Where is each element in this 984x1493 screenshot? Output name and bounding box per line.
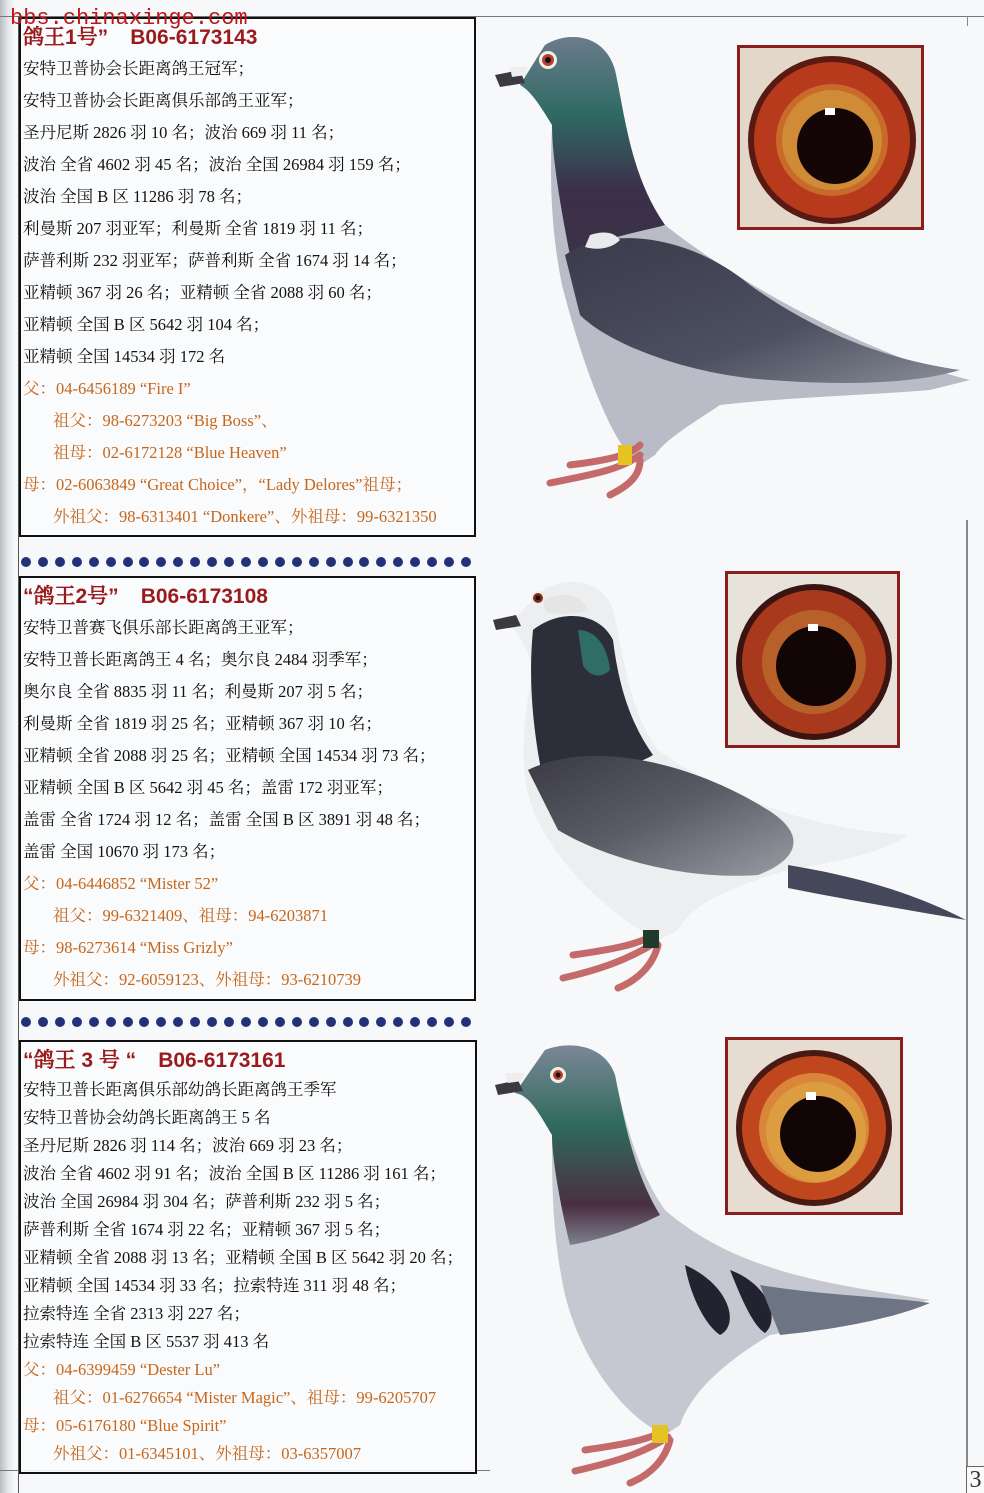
dam-line: 母：98-6273614 “Miss Grizly” [23, 938, 233, 957]
achievement-line: 亚精顿 367 羽 26 名；亚精顿 全省 2088 羽 60 名； [23, 283, 382, 302]
eye-iris-image [740, 48, 921, 227]
dam-line: 母：02-6063849 “Great Choice”，“Lady Delores”祖母； [23, 475, 413, 494]
paternal-grandparents-line: 祖父：01-6276654 “Mister Magic”、祖母：99-6205707 [53, 1388, 437, 1407]
achievement-line: 萨普利斯 全省 1674 羽 22 名；亚精顿 367 羽 5 名； [23, 1220, 391, 1239]
achievement-line: 波治 全国 26984 羽 304 名；萨普利斯 232 羽 5 名； [23, 1192, 391, 1211]
pigeon-title [23, 1046, 475, 1076]
achievement-line: 亚精顿 全国 14534 羽 33 名；拉索特连 311 羽 48 名； [23, 1276, 407, 1295]
achievement-line: 波治 全省 4602 羽 91 名；波治 全国 B 区 11286 羽 161 名； [23, 1164, 446, 1183]
achievement-line: 拉索特连 全国 B 区 5537 羽 413 名 [23, 1332, 270, 1351]
ring-number: B06-6173143 [130, 26, 258, 49]
achievement-line: 安特卫普协会幼鸽长距离鸽王 5 名 [23, 1108, 271, 1127]
achievement-line: 萨普利斯 232 羽亚军；萨普利斯 全省 1674 羽 14 名； [23, 251, 407, 270]
maternal-grandparents-line: 外祖父：01-6345101、外祖母：03-6357007 [53, 1444, 361, 1463]
eye-iris-image [728, 1040, 900, 1212]
paternal-grandparents-line: 祖父：99-6321409、祖母：94-6203871 [53, 906, 328, 925]
achievement-line: 安特卫普赛飞俱乐部长距离鸽王亚军； [23, 618, 304, 637]
eye-closeup-2 [725, 571, 900, 748]
achievement-line: 波治 全省 4602 羽 45 名；波治 全国 26984 羽 159 名； [23, 155, 411, 174]
info-box-3 [19, 1040, 477, 1474]
dot-divider-1 [21, 556, 471, 568]
achievement-line: 波治 全国 B 区 11286 羽 78 名； [23, 187, 253, 206]
achievement-line: 安特卫普协会长距离鸽王冠军； [23, 59, 254, 78]
ring-number: B06-6173108 [140, 585, 268, 608]
achievement-line: 拉索特连 全省 2313 羽 227 名； [23, 1304, 250, 1323]
achievement-line: 安特卫普协会长距离俱乐部鸽王亚军； [23, 91, 304, 110]
maternal-grandparents-line: 外祖父：92-6059123、外祖母：93-6210739 [53, 970, 361, 989]
sire-line: 父：04-6446852 “Mister 52” [23, 874, 219, 893]
page-binding-shadow [0, 0, 14, 1493]
dam-line: 母：05-6176180 “Blue Spirit” [23, 1416, 227, 1435]
achievement-line: 安特卫普长距离俱乐部幼鸽长距离鸽王季军 [23, 1080, 337, 1099]
achievement-line: 盖雷 全国 10670 羽 173 名； [23, 842, 226, 861]
pigeon-title [23, 582, 474, 612]
achievement-line: 圣丹尼斯 2826 羽 114 名；波治 669 羽 23 名； [23, 1136, 353, 1155]
achievement-line: 利曼斯 207 羽亚军；利曼斯 全省 1819 羽 11 名； [23, 219, 374, 238]
watermark: bbs.chinaxinge.com [10, 6, 248, 31]
achievement-line: 亚精顿 全国 B 区 5642 羽 45 名；盖雷 172 羽亚军； [23, 778, 393, 797]
achievement-line: 亚精顿 全省 2088 羽 25 名；亚精顿 全国 14534 羽 73 名； [23, 746, 436, 765]
pigeon-name: “鸽王2号” [23, 585, 119, 608]
maternal-grandparents-line: 外祖父：98-6313401 “Donkere”、外祖母：99-6321350 [53, 507, 437, 526]
achievement-line: 亚精顿 全省 2088 羽 13 名；亚精顿 全国 B 区 5642 羽 20 名； [23, 1248, 464, 1267]
page-number: 3 [966, 1466, 984, 1493]
sire-line: 父：04-6399459 “Dester Lu” [23, 1360, 221, 1379]
achievement-line: 安特卫普长距离鸽王 4 名；奥尔良 2484 羽季军； [23, 650, 378, 669]
achievement-line: 盖雷 全省 1724 羽 12 名；盖雷 全国 B 区 3891 羽 48 名； [23, 810, 431, 829]
achievement-line: 奥尔良 全省 8835 羽 11 名；利曼斯 207 羽 5 名； [23, 682, 374, 701]
info-box-2 [19, 576, 476, 1001]
pigeon-name: “鸽王 3 号 “ [23, 1049, 137, 1072]
grandsire-line: 祖父：98-6273203 “Big Boss”、 [53, 411, 278, 430]
achievement-line: 亚精顿 全国 B 区 5642 羽 104 名； [23, 315, 270, 334]
sire-line: 父：04-6456189 “Fire I” [23, 379, 191, 398]
eye-closeup-3 [725, 1037, 903, 1215]
achievement-line: 圣丹尼斯 2826 羽 10 名；波治 669 羽 11 名； [23, 123, 345, 142]
achievement-line: 利曼斯 全省 1819 羽 25 名；亚精顿 367 羽 10 名； [23, 714, 382, 733]
eye-closeup-1 [737, 45, 924, 230]
pigeon-name: 鸽王1号” [23, 26, 109, 49]
ring-number: B06-6173161 [158, 1049, 286, 1072]
dot-divider-2 [21, 1016, 471, 1028]
info-box-1 [19, 17, 476, 537]
achievement-line: 亚精顿 全国 14534 羽 172 名 [23, 347, 226, 366]
eye-iris-image [728, 574, 897, 745]
granddam-line: 祖母：02-6172128 “Blue Heaven” [53, 443, 287, 462]
